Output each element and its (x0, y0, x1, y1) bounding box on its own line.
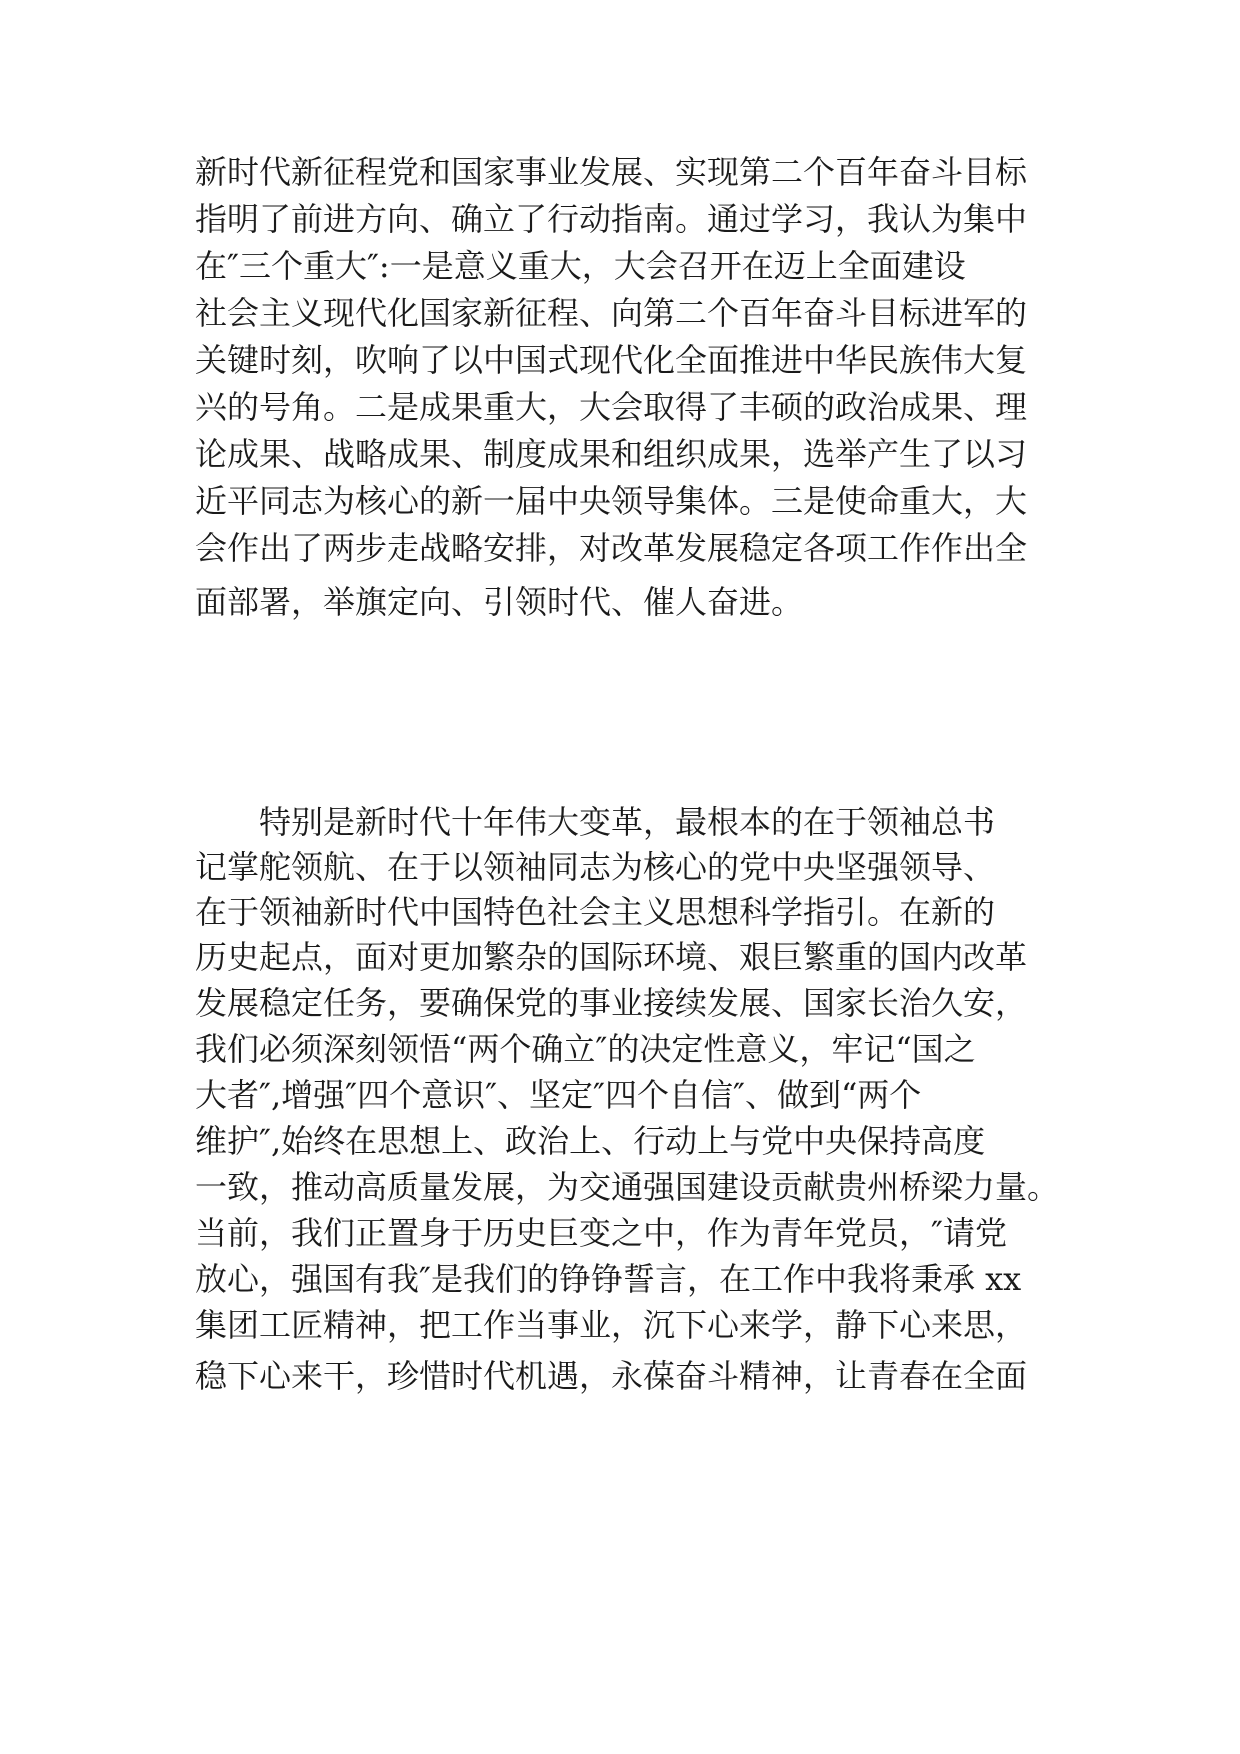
paragraph-2-line: 当前，我们正置身于历史巨变之中，作为青年党员，″请党 (195, 1214, 1007, 1252)
paragraph-1-line: 关键时刻，吹响了以中国式现代化全面推进中华民族伟大复 (195, 341, 1028, 379)
paragraph-1-line: 面部署，举旗定向、引领时代、催人奋进。 (195, 583, 804, 621)
paragraph-2-line: 发展稳定任务，要确保党的事业接续发展、国家长治久安， (195, 984, 1028, 1022)
paragraph-2-line: 特别是新时代十年伟大变革，最根本的在于领袖总书 (259, 803, 996, 841)
paragraph-1-line: 近平同志为核心的新一届中央领导集体。三是使命重大，大 (195, 482, 1028, 520)
paragraph-2-line: 稳下心来干，珍惜时代机遇，永葆奋斗精神，让青春在全面 (195, 1357, 1028, 1395)
paragraph-1-line: 指明了前进方向、确立了行动指南。通过学习，我认为集中 (195, 200, 1028, 238)
paragraph-1-line: 社会主义现代化国家新征程、向第二个百年奋斗目标进军的 (195, 294, 1028, 332)
paragraph-2-line: 历史起点，面对更加繁杂的国际环境、艰巨繁重的国内改革 (195, 938, 1028, 976)
paragraph-1-line: 论成果、战略成果、制度成果和组织成果，选举产生了以习 (195, 435, 1028, 473)
paragraph-2-line: 在于领袖新时代中国特色社会主义思想科学指引。在新的 (195, 893, 996, 931)
paragraph-2-line: 大者″,增强″四个意识″、坚定″四个自信″、做到“两个 (195, 1076, 922, 1114)
paragraph-1-line: 兴的号角。二是成果重大，大会取得了丰硕的政治成果、理 (195, 388, 1028, 426)
paragraph-1-line: 在″三个重大″:一是意义重大，大会召开在迈上全面建设 (195, 247, 966, 285)
paragraph-2-line: 维护″,始终在思想上、政治上、行动上与党中央保持高度 (195, 1122, 986, 1160)
paragraph-2-line: 一致，推动高质量发展，为交通强国建设贡献贵州桥梁力量。 (195, 1168, 1060, 1206)
paragraph-2-line: 记掌舵领航、在于以领袖同志为核心的党中央坚强领导、 (195, 848, 996, 886)
paragraph-1-line: 会作出了两步走战略安排，对改革发展稳定各项工作作出全 (195, 529, 1028, 567)
paragraph-1-line: 新时代新征程党和国家事业发展、实现第二个百年奋斗目标 (195, 153, 1028, 191)
paragraph-2-line: 集团工匠精神，把工作当事业，沉下心来学，静下心来思， (195, 1306, 1028, 1344)
paragraph-2-line: 放心，强国有我″是我们的铮铮誓言，在工作中我将秉承 xx (195, 1260, 1022, 1298)
paragraph-2-line: 我们必须深刻领悟“两个确立″的决定性意义，牢记“国之 (195, 1030, 976, 1068)
